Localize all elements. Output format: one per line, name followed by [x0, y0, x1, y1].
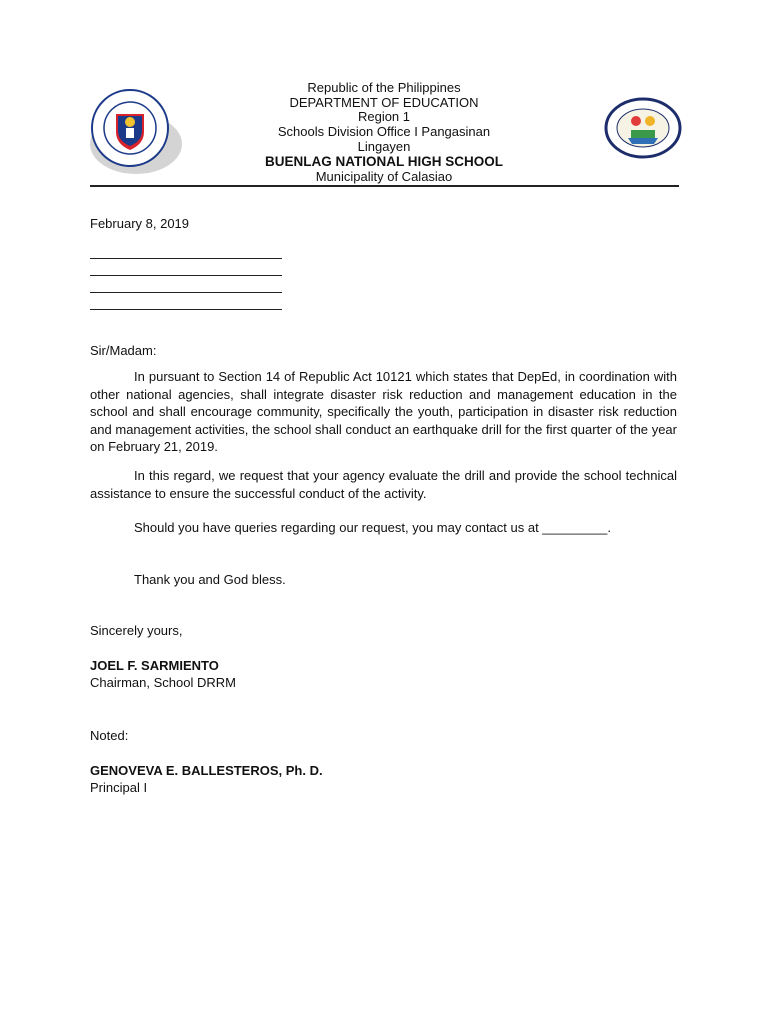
paragraph-3: Should you have queries regarding our request, you may contact us at _________. — [134, 520, 611, 535]
paragraph-thanks: Thank you and God bless. — [134, 572, 286, 587]
header-rule — [90, 185, 679, 187]
header-region: Region 1 — [357, 109, 411, 124]
noted-label: Noted: — [90, 728, 129, 743]
approver-name: GENOVEVA E. BALLESTEROS, Ph. D. — [90, 763, 323, 778]
header-department: DEPARTMENT OF EDUCATION — [289, 95, 479, 110]
letter-date: February 8, 2019 — [90, 216, 190, 231]
closing: Sincerely yours, — [90, 623, 183, 638]
paragraph-1: In pursuant to Section 14 of Republic Act 10121 which states that DepEd, in coordination with other national agencies, shall integrate disaster risk reduction and management education in the school and shall encourage community, specifically the youth, participation in disaster risk reduction and management activities, the school shall conduct an earthquake drill for the first quarter of the year on February 21, 2019. — [90, 369, 677, 454]
header-city: Lingayen — [357, 139, 411, 154]
address-blank-line — [90, 275, 282, 276]
salutation: Sir/Madam: — [90, 343, 157, 358]
header-republic: Republic of the Philippines — [307, 80, 461, 95]
address-blank-line — [90, 309, 282, 310]
address-blank-line — [90, 292, 282, 293]
municipality: Municipality of Calasiao — [315, 169, 453, 184]
header-division: Schools Division Office I Pangasinan — [277, 124, 491, 139]
signer-name: JOEL F. SARMIENTO — [90, 658, 219, 673]
signer-title: Chairman, School DRRM — [90, 675, 236, 690]
approver-title: Principal I — [90, 780, 148, 795]
school-name: BUENLAG NATIONAL HIGH SCHOOL — [265, 154, 503, 169]
address-blank-line — [90, 258, 282, 259]
paragraph-2: In this regard, we request that your agency evaluate the drill and provide the school technical assistance to ensure the successful conduct of the activity. — [90, 468, 677, 501]
